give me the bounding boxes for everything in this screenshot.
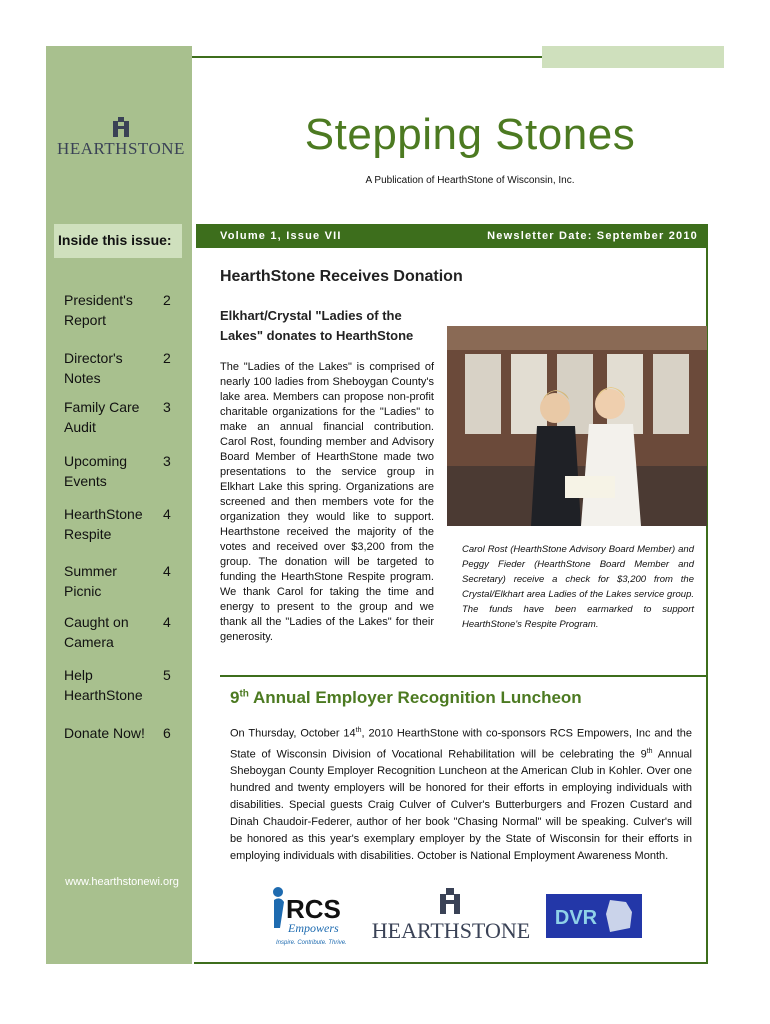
- newsletter-subtitle: A Publication of HearthStone of Wisconsin, Inc.: [365, 175, 575, 186]
- toc-label: HearthStone Respite: [64, 506, 143, 542]
- luncheon-heading-number: 9: [230, 688, 240, 707]
- toc-label: Summer Picnic: [64, 563, 117, 599]
- toc-label: Director's Notes: [64, 350, 123, 386]
- article-subheading: Elkhart/Crystal "Ladies of the Lakes" donates to HearthStone: [220, 308, 414, 343]
- logo-text: HEARTHSTONE: [57, 139, 185, 158]
- article-heading: HearthStone Receives Donation: [220, 268, 463, 285]
- toc-page: 3: [163, 453, 171, 469]
- toc-page: 4: [163, 506, 171, 522]
- dvr-logo: [546, 894, 642, 938]
- toc-page: 2: [163, 350, 171, 366]
- luncheon-body-2: , 2010 HearthStone with co-sponsors RCS Empowers, Inc and the State of Wisconsin Division of Vocational Rehabilitation will be celebrating the 9: [230, 727, 692, 761]
- luncheon-body-sup-1: th: [355, 727, 362, 734]
- toc-label: President's Report: [64, 292, 133, 328]
- luncheon-heading-rest: Annual Employer Recognition Luncheon: [248, 688, 582, 707]
- rcs-logo-text: RCS: [286, 894, 341, 924]
- toc-label: Caught on Camera: [64, 614, 129, 650]
- toc-label: Help HearthStone: [64, 667, 143, 703]
- photo-caption: Carol Rost (HearthStone Advisory Board Member) and Peggy Fieder (HearthStone Board Member and Secretary) receive a check for $3,200 from the Crystal/Elkhart area Ladies of the Lakes service group. The funds have been earmarked to support HearthStone's Respite Program.: [462, 544, 694, 630]
- volume-label: Volume 1, Issue VII: [220, 230, 342, 242]
- toc-page: 2: [163, 292, 171, 308]
- inside-issue-box: [54, 224, 182, 258]
- rcs-logo-sub: Empowers: [288, 921, 339, 935]
- newsletter-title: Stepping Stones: [304, 110, 636, 159]
- section-divider: [220, 675, 708, 677]
- luncheon-body-1: On Thursday, October 14: [230, 727, 356, 740]
- toc-label: Donate Now!: [64, 725, 145, 741]
- toc-label: Upcoming Events: [64, 453, 128, 489]
- luncheon-heading: [230, 688, 582, 708]
- hearthstone-sponsor-logo: [366, 886, 536, 942]
- volume-bar: [196, 224, 706, 248]
- toc-page: 4: [163, 563, 171, 579]
- hearthstone-logo: [56, 117, 186, 161]
- toc-page: 3: [163, 399, 171, 415]
- toc-page: 6: [163, 725, 171, 741]
- article-body: The "Ladies of the Lakes" is comprised of nearly 100 ladies from Sheboygan County's lake area. Members can propose non-profit charitable organizations for the "Ladies" to make an annual financial contribution. Carol Rost, founding member and Advisory Board Member of HearthStone made two presentations to the service group in Elkhart Lake this spring. Organizations are screened and then members vote for the organization they would like to support. Hearthstone received the majority of the votes and received over $3,200 from the group. The donation will be targeted to funding the HearthStone Respite program. We thank Carol for taking the time and energy to present to the group and we thank all the "Ladies of the Lakes" for their generosity.: [220, 361, 434, 643]
- toc-label: Family Care Audit: [64, 399, 140, 435]
- luncheon-body: [230, 722, 692, 865]
- luncheon-body-3: Annual Sheboygan County Employer Recognition Luncheon at the American Club in Kohler. Over one hundred and twenty employers will be honored for their efforts in employing individuals with disabilities. Special guests Craig Culver of Culver's Butterburgers and Frozen Custard and Dinah Chaudoir-Federer, author of her book "Chasing Normal" will be speaking. Culver's will be honored as this year's exemplary employer by the State of Wisconsin for their efforts in employing individuals with disabilities. October is National Employment Awareness Month.: [230, 748, 692, 863]
- newsletter-date: Newsletter Date: September 2010: [487, 230, 698, 242]
- sponsor-logos: [266, 882, 646, 946]
- luncheon-heading-sup: th: [239, 688, 249, 700]
- toc-page: 5: [163, 667, 171, 683]
- luncheon-body-sup-2: th: [646, 747, 653, 755]
- dvr-logo-text: DVR: [554, 907, 598, 929]
- rcs-logo-tagline: Inspire. Contribute. Thrive.: [276, 940, 347, 946]
- rcs-logo: [266, 882, 366, 946]
- top-accent-box: [542, 46, 724, 68]
- donation-photo: [447, 326, 707, 526]
- website-link[interactable]: www.hearthstonewi.org: [65, 876, 179, 888]
- inside-issue-label: Inside this issue:: [58, 232, 172, 248]
- toc-page: 4: [163, 614, 171, 630]
- hearthstone-sponsor-text: HEARTHSTONE: [371, 918, 531, 942]
- house-icon: [112, 117, 130, 137]
